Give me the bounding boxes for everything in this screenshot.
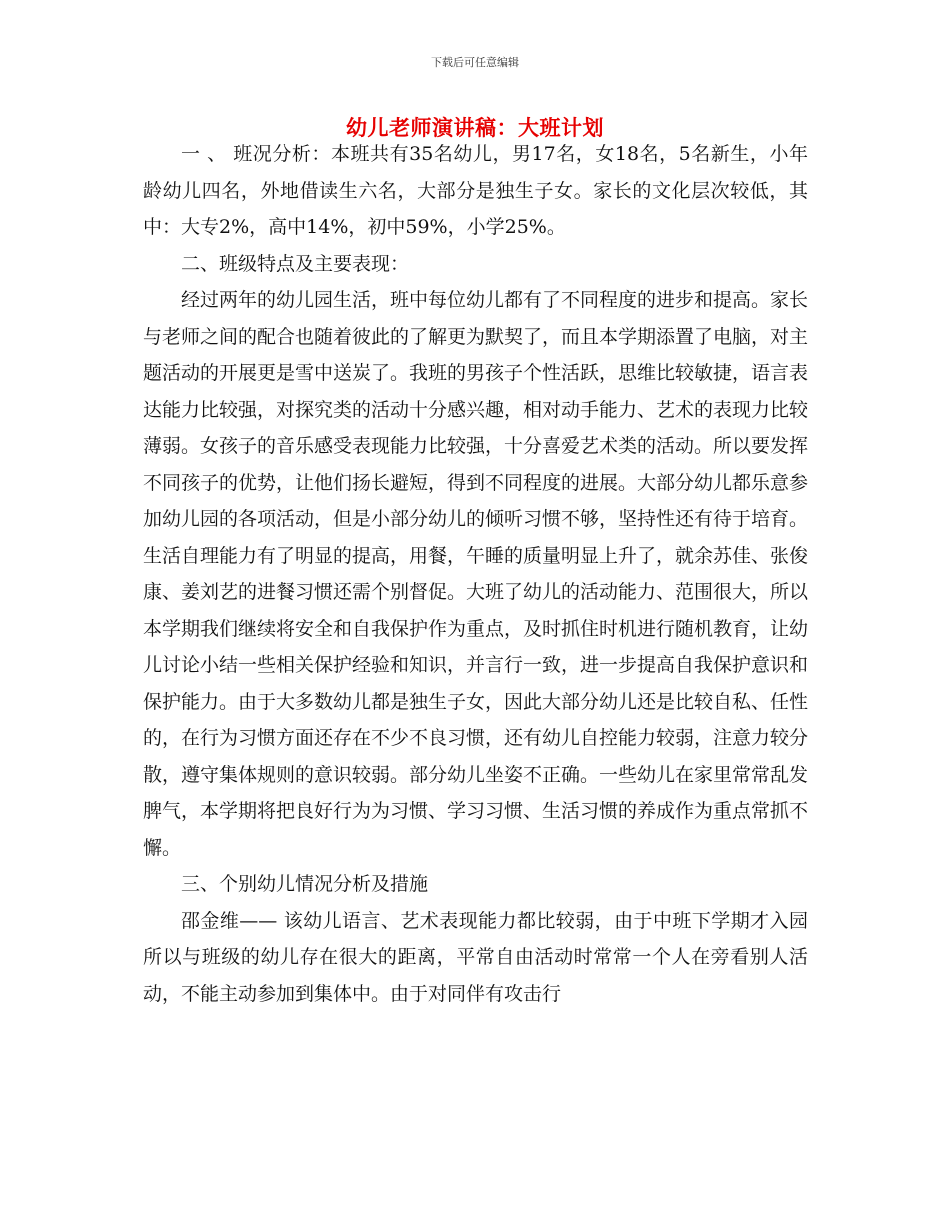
header-note: 下载后可任意编辑 bbox=[431, 56, 519, 69]
paragraph-class-analysis: 一 、 班况分析：本班共有35名幼儿，男17名，女18名，5名新生，小年龄幼儿四名，外地借读生六名，大部分是独生子女。家长的文化层次较低，其中：大专2%，高中14%，初中59%，小学25%。 bbox=[143, 143, 808, 238]
document-title: 幼儿老师演讲稿：大班计划 bbox=[346, 116, 604, 140]
section-heading-individual-analysis: 三、个别幼儿情况分析及措施 bbox=[181, 873, 429, 895]
document-body bbox=[143, 136, 808, 1012]
paragraph-individual-analysis: 邵金维—— 该幼儿语言、艺术表现能力都比较弱，由于中班下学期才入园所以与班级的幼儿存在很大的距离，平常自由活动时常常一个人在旁看别人活动，不能主动参加到集体中。由于对同伴有攻击行 bbox=[143, 909, 808, 1005]
section-heading-class-features: 二、班级特点及主要表现： bbox=[181, 252, 410, 275]
paragraph-class-features: 经过两年的幼儿园生活，班中每位幼儿都有了不同程度的进步和提高。家长与老师之间的配合也随着彼此的了解更为默契了，而且本学期添置了电脑，对主题活动的开展更是雪中送炭了。我班的男孩子个性活跃，思维比较敏捷，语言表达能力比较强，对探究类的活动十分感兴趣，相对动手能力、艺术的表现力比较薄弱。女孩子的音乐感受表现能力比较强，十分喜爱艺术类的活动。所以要发挥不同孩子的优势，让他们扬长避短，得到不同程度的进展。大部分幼儿都乐意参加幼儿园的各项活动，但是小部分幼儿的倾听习惯不够，坚持性还有待于培育。生活自理能力有了明显的提高，用餐，午睡的质量明显上升了，就余苏佳、张俊康、姜刘艺的进餐习惯还需个别督促。大班了幼儿的活动能力、范围很大，所以本学期我们继续将安全和自我保护作为重点，及时抓住时机进行随机教育，让幼儿讨论小结一些相关保护经验和知识，并言行一致，进一步提高自我保护意识和保护能力。由于大多数幼儿都是独生子女，因此大部分幼儿还是比较自私、任性的，在行为习惯方面还存在不少不良习惯，还有幼儿自控能力较弱，注意力较分散，遵守集体规则的意识较弱。部分幼儿坐姿不正确。一些幼儿在家里常常乱发脾气，本学期将把良好行为为习惯、学习习惯、生活习惯的养成作为重点常抓不懈。 bbox=[143, 289, 809, 859]
